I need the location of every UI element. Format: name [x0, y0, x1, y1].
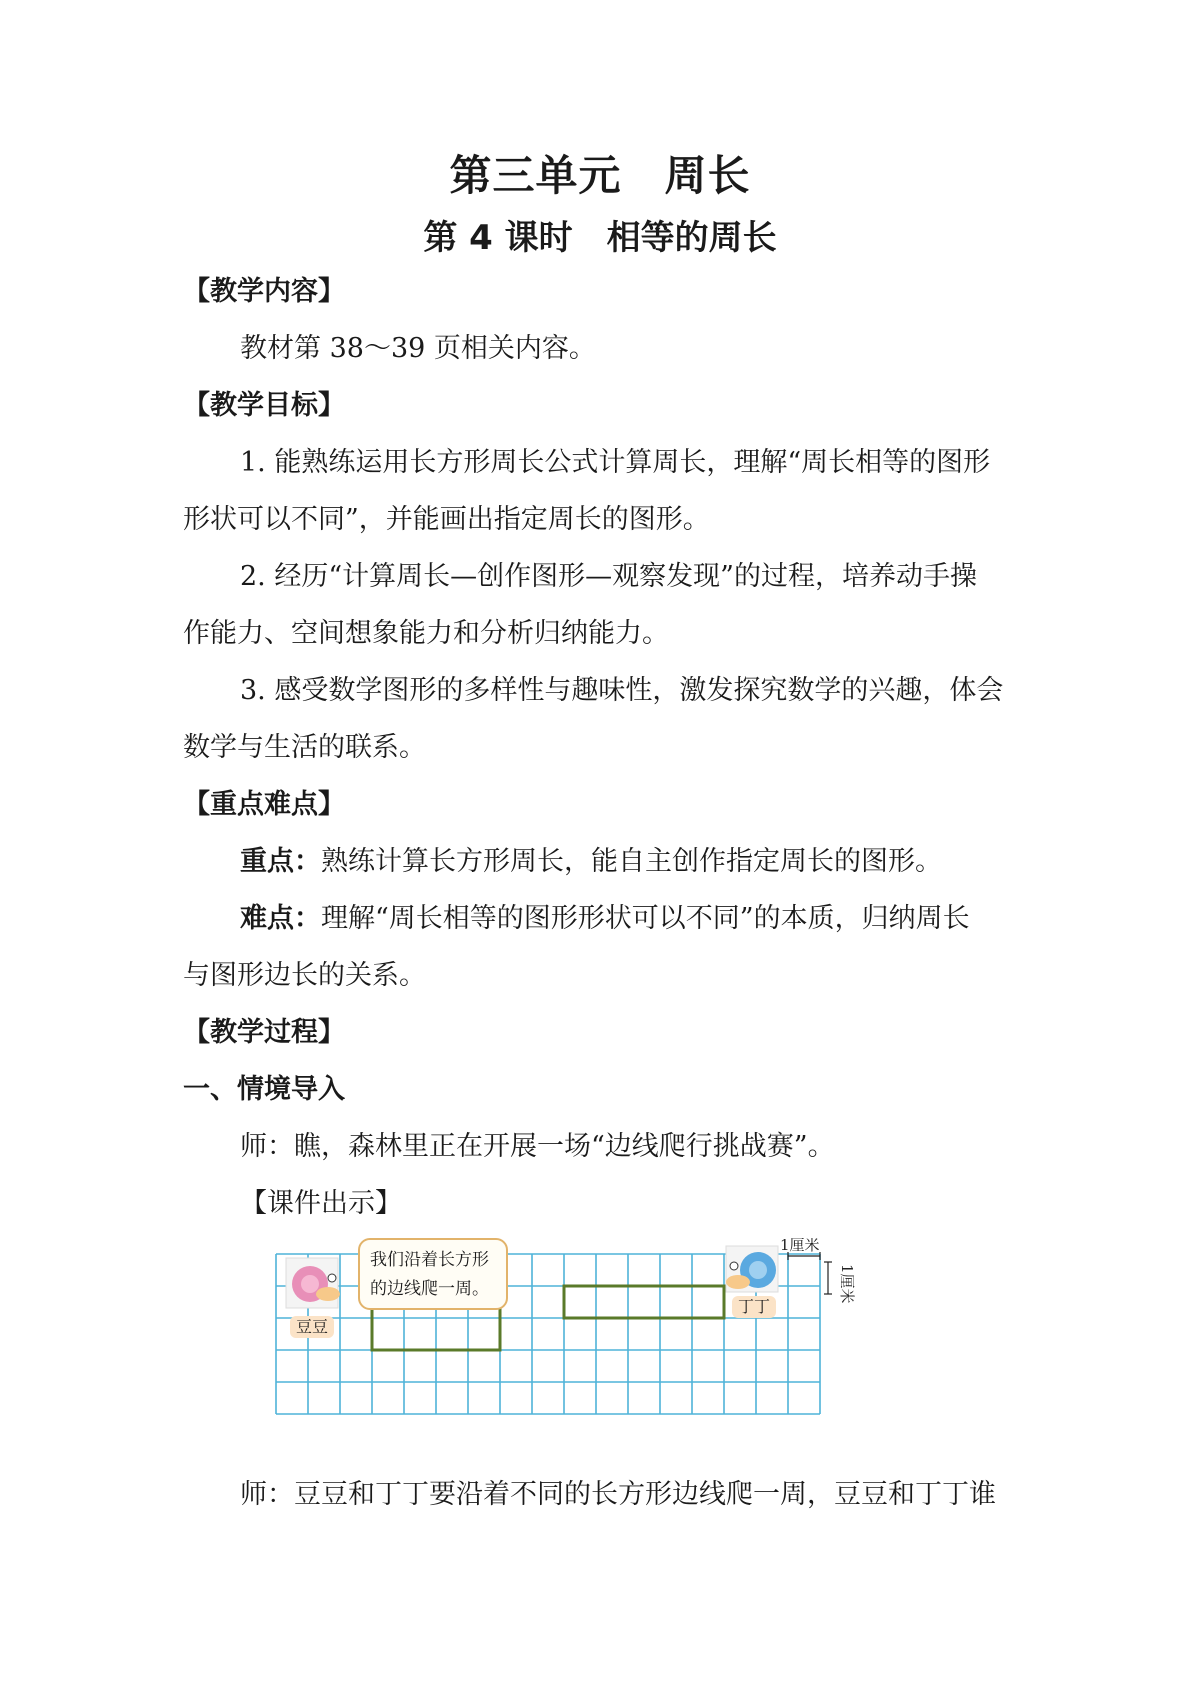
lesson-title: 第 4 课时 相等的周长 [423, 218, 777, 258]
difficulty-line-1 [183, 890, 1031, 947]
heading-process: 【教学过程】 [183, 1017, 345, 1048]
snail-dingding-icon [726, 1246, 778, 1292]
bubble-line-2: 的边线爬一周。 [370, 1279, 489, 1299]
rectangle-dingding [564, 1286, 724, 1318]
heading-keypoints: 【重点难点】 [183, 789, 345, 820]
teacher-line-2: 师：豆豆和丁丁要沿着不同的长方形边线爬一周，豆豆和丁丁谁 [240, 1479, 996, 1510]
goal-3-line-2: 数学与生活的联系。 [183, 732, 426, 763]
unit-marker [788, 1252, 832, 1294]
goal-1-line-1: 1. 能熟练运用长方形周长公式计算周长，理解“周长相等的图形 [240, 447, 991, 478]
unit-vertical-label: 1厘米 [838, 1264, 856, 1304]
goal-2-line-1: 2. 经历“计算周长—创作图形—观察发现”的过程，培养动手操 [240, 561, 977, 592]
key-text: 熟练计算长方形周长，能自主创作指定周长的图形。 [321, 846, 942, 877]
diff-text: 理解“周长相等的图形形状可以不同”的本质，归纳周长 [321, 903, 970, 934]
bubble-line-1: 我们沿着长方形 [370, 1250, 489, 1270]
teacher-line-1: 师：瞧，森林里正在开展一场“边线爬行挑战赛”。 [240, 1131, 835, 1162]
grid-figure [270, 1238, 870, 1464]
snail-doudou-icon [286, 1258, 340, 1308]
heading-step-1: 一、情境导入 [183, 1074, 345, 1105]
content-text: 教材第 38～39 页相关内容。 [240, 333, 596, 364]
courseware-label: 【课件出示】 [240, 1188, 402, 1219]
name-tag-dingding: 丁丁 [732, 1296, 776, 1318]
unit-horizontal-label: 1厘米 [780, 1238, 820, 1254]
body-text [183, 263, 1031, 1232]
body-text-2 [183, 1466, 1031, 1523]
key-point [183, 833, 1031, 890]
heading-content: 【教学内容】 [183, 276, 345, 307]
unit-title: 第三单元 周长 [449, 151, 751, 200]
goal-1-line-2: 形状可以不同”，并能画出指定周长的图形。 [183, 504, 710, 535]
goal-2-line-2: 作能力、空间想象能力和分析归纳能力。 [183, 618, 669, 649]
key-label: 重点： [240, 846, 321, 877]
goal-3-line-1: 3. 感受数学图形的多样性与趣味性，激发探究数学的兴趣，体会 [240, 675, 1004, 706]
diff-label: 难点： [240, 903, 321, 934]
speech-bubble [358, 1238, 508, 1310]
name-tag-doudou: 豆豆 [290, 1316, 334, 1338]
difficulty-line-2: 与图形边长的关系。 [183, 960, 426, 991]
heading-goals: 【教学目标】 [183, 390, 345, 421]
